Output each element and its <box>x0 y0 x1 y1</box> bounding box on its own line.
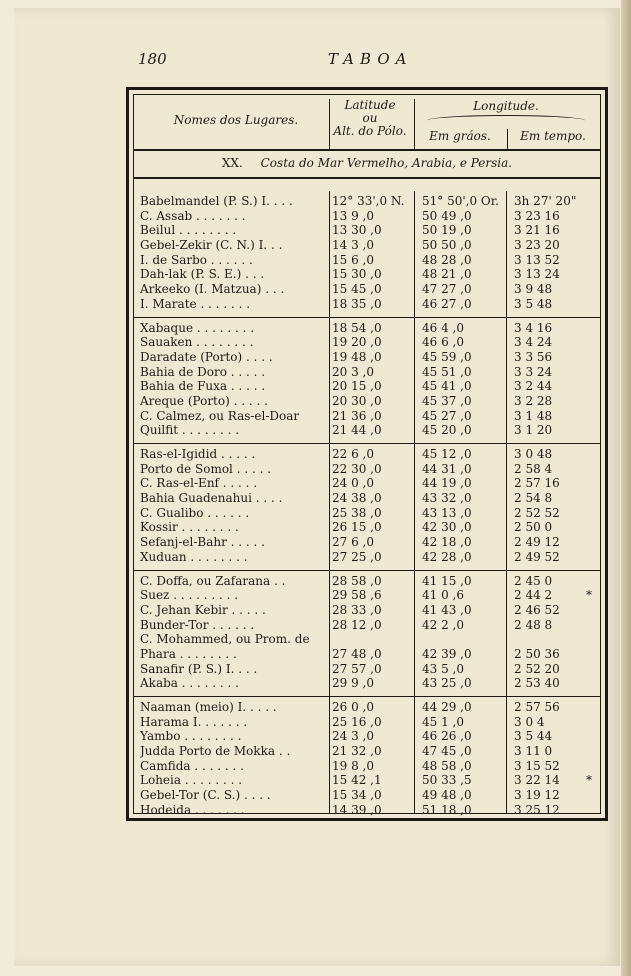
note-mark: * <box>586 588 592 603</box>
longitude-time-cell: 2 54 8 <box>514 491 553 506</box>
longitude-degrees-cell: 44 31 ,0 <box>422 461 472 476</box>
longitude-time-cell: 2 57 16 <box>514 476 560 491</box>
longitude-degrees-cell: 42 28 ,0 <box>422 549 472 564</box>
latitude-cell: 28 33 ,0 <box>332 602 382 617</box>
latitude-cell: 29 9 ,0 <box>332 676 374 691</box>
header-latitude <box>329 99 410 149</box>
latitude-cell: 29 58 ,6 <box>332 588 382 603</box>
place-name: Loheia . . . . . . . . <box>140 773 243 788</box>
place-name: Babelmandel (P. S.) I. . . . <box>140 194 293 208</box>
section-number: XX. <box>221 156 243 170</box>
note-mark: * <box>586 773 592 788</box>
longitude-degrees-cell: 43 5 ,0 <box>422 661 464 676</box>
longitude-time-cell: 2 57 56 <box>514 700 560 714</box>
longitude-time-cell: 3 19 12 <box>514 788 560 803</box>
table-row <box>134 209 600 224</box>
table-row <box>134 729 600 744</box>
table-group <box>134 571 600 698</box>
longitude-time-cell: 3 3 56 <box>514 349 553 364</box>
longitude-degrees-cell: 41 0 ,6 <box>422 588 464 603</box>
longitude-time-cell: 2 49 52 <box>514 549 560 564</box>
place-name: C. Jehan Kebir . . . . . <box>140 602 266 617</box>
table-row <box>134 744 600 759</box>
latitude-cell: 27 6 ,0 <box>332 535 374 550</box>
page-number: 180 <box>138 50 167 68</box>
place-name: Gebel-Zekir (C. N.) I. . . <box>140 238 283 253</box>
table-row <box>134 803 600 818</box>
latitude-cell: 25 16 ,0 <box>332 714 382 729</box>
latitude-cell: 21 44 ,0 <box>332 423 382 438</box>
longitude-time-cell: 3 1 20 <box>514 423 553 438</box>
place-name: Quilfit . . . . . . . . <box>140 423 240 438</box>
latitude-cell: 13 9 ,0 <box>332 208 374 223</box>
longitude-degrees-cell: 45 37 ,0 <box>422 393 472 408</box>
latitude-cell: 20 30 ,0 <box>332 393 382 408</box>
table-row <box>134 238 600 253</box>
place-name: Arkeeko (I. Matzua) . . . <box>140 282 285 297</box>
longitude-degrees-cell: 50 50 ,0 <box>422 238 472 253</box>
longitude-time-cell: 3 0 4 <box>514 714 545 729</box>
header-lat-line2: ou <box>362 111 378 125</box>
latitude-cell: 19 20 ,0 <box>332 335 382 350</box>
longitude-degrees-cell: 43 13 ,0 <box>422 505 472 520</box>
table-row <box>134 700 600 715</box>
table-group <box>134 191 600 318</box>
longitude-time-cell: 2 52 52 <box>514 505 560 520</box>
longitude-degrees-cell: 49 48 ,0 <box>422 788 472 803</box>
table-row <box>134 520 600 535</box>
longitude-time-cell: 3 5 48 <box>514 296 553 311</box>
longitude-degrees-cell: 50 33 ,5 <box>422 773 472 788</box>
table-row <box>134 223 600 238</box>
place-name: Camfida . . . . . . . <box>140 758 244 773</box>
latitude-cell: 27 48 ,0 <box>332 646 382 661</box>
longitude-degrees-cell: 45 59 ,0 <box>422 349 472 364</box>
table-group <box>134 444 600 571</box>
longitude-time-cell: 3h 27' 20" <box>514 194 577 208</box>
latitude-cell: 22 6 ,0 <box>332 447 374 461</box>
longitude-time-cell: 3 4 24 <box>514 335 553 350</box>
longitude-degrees-cell: 45 12 ,0 <box>422 447 472 461</box>
place-name: Gebel-Tor (C. S.) . . . . <box>140 788 271 803</box>
header-lat-line1: Latitude <box>344 98 396 112</box>
table-row <box>134 447 600 462</box>
longitude-time-cell: 2 53 40 <box>514 676 560 691</box>
longitude-time-cell: 3 23 16 <box>514 208 560 223</box>
latitude-cell: 15 42 ,1 <box>332 773 382 788</box>
longitude-degrees-cell: 48 58 ,0 <box>422 758 472 773</box>
place-name: Yambo . . . . . . . . <box>140 729 242 744</box>
longitude-degrees-cell: 42 18 ,0 <box>422 535 472 550</box>
table-group <box>134 318 600 445</box>
place-name: Bahia de Doro . . . . . <box>140 364 266 379</box>
longitude-time-cell: 3 2 28 <box>514 393 553 408</box>
table-row <box>134 267 600 282</box>
header-longitude <box>414 99 597 149</box>
table-row <box>134 676 600 691</box>
longitude-degrees-cell: 46 26 ,0 <box>422 729 472 744</box>
column-header <box>134 95 600 151</box>
place-name: Xabaque . . . . . . . . <box>140 320 255 335</box>
longitude-time-cell: 2 50 36 <box>514 646 560 661</box>
latitude-cell: 18 35 ,0 <box>332 296 382 311</box>
place-name: Naaman (meio) I. . . . . <box>140 700 277 714</box>
table-row <box>134 647 600 662</box>
table-row <box>134 297 600 312</box>
place-name: Porto de Somol . . . . . <box>140 461 272 476</box>
book-spine <box>621 0 631 976</box>
longitude-time-cell: 3 0 48 <box>514 447 553 461</box>
longitude-degrees-cell: 45 41 ,0 <box>422 379 472 394</box>
longitude-degrees-cell: 45 20 ,0 <box>422 423 472 438</box>
table-row <box>134 588 600 603</box>
place-name: Sefanj-el-Bahr . . . . . <box>140 535 265 550</box>
place-name: Areque (Porto) . . . . . <box>140 393 268 408</box>
place-name: Akaba . . . . . . . . <box>140 676 239 691</box>
longitude-degrees-cell: 45 51 ,0 <box>422 364 472 379</box>
longitude-degrees-cell: 48 21 ,0 <box>422 267 472 282</box>
place-name: Hodeida . . . . . . . <box>140 802 245 817</box>
page-title: TABOA <box>328 50 413 68</box>
place-name: I. Marate . . . . . . . <box>140 296 251 311</box>
longitude-time-cell: 3 1 48 <box>514 408 553 423</box>
latitude-cell: 14 3 ,0 <box>332 238 374 253</box>
table-row <box>134 282 600 297</box>
longitude-time-cell: 3 25 12 <box>514 802 560 817</box>
table-row <box>134 423 600 438</box>
header-names: Nomes dos Lugares. <box>173 113 299 127</box>
table-row <box>134 194 600 209</box>
place-name: C. Ras-el-Enf . . . . . <box>140 476 258 491</box>
table-row <box>134 773 600 788</box>
place-name: I. de Sarbo . . . . . . <box>140 252 253 267</box>
longitude-degrees-cell: 50 19 ,0 <box>422 223 472 238</box>
longitude-degrees-cell: 42 30 ,0 <box>422 520 472 535</box>
table-row <box>134 253 600 268</box>
place-name: Sanafir (P. S.) I. . . . <box>140 661 258 676</box>
place-name: Beilul . . . . . . . . <box>140 223 237 238</box>
longitude-time-cell: 3 13 24 <box>514 267 560 282</box>
header-long-time: Em tempo. <box>507 129 598 149</box>
longitude-degrees-cell: 45 27 ,0 <box>422 408 472 423</box>
latitude-cell: 22 30 ,0 <box>332 461 382 476</box>
longitude-time-cell: 2 50 0 <box>514 520 553 535</box>
latitude-cell: 21 36 ,0 <box>332 408 382 423</box>
table-group <box>134 697 600 823</box>
longitude-degrees-cell: 42 39 ,0 <box>422 646 472 661</box>
longitude-time-cell: 2 44 2 <box>514 588 553 603</box>
place-name: C. Gualibo . . . . . . <box>140 505 250 520</box>
table-row <box>134 379 600 394</box>
header-lat-line3: Alt. do Pólo. <box>333 124 407 138</box>
header-long-degrees: Em gráos. <box>429 129 491 143</box>
table-row <box>134 506 600 521</box>
table-row <box>134 574 600 589</box>
longitude-degrees-cell: 43 25 ,0 <box>422 676 472 691</box>
longitude-time-cell: 2 52 20 <box>514 661 560 676</box>
place-name: C. Doffa, ou Zafarana . . <box>140 573 286 588</box>
latitude-cell: 27 57 ,0 <box>332 661 382 676</box>
latitude-cell: 25 38 ,0 <box>332 505 382 520</box>
longitude-degrees-cell: 50 49 ,0 <box>422 208 472 223</box>
latitude-cell: 24 38 ,0 <box>332 491 382 506</box>
place-name: Bunder-Tor . . . . . . <box>140 617 255 632</box>
place-name: Bahia de Fuxa . . . . . <box>140 379 266 394</box>
longitude-degrees-cell: 46 27 ,0 <box>422 296 472 311</box>
longitude-degrees-cell: 47 27 ,0 <box>422 282 472 297</box>
longitude-degrees-cell: 45 1 ,0 <box>422 714 464 729</box>
table-row <box>134 632 600 647</box>
latitude-cell: 15 45 ,0 <box>332 282 382 297</box>
latitude-cell: 15 34 ,0 <box>332 788 382 803</box>
latitude-cell: 28 58 ,0 <box>332 573 382 588</box>
table-row <box>134 788 600 803</box>
longitude-time-cell: 2 45 0 <box>514 573 553 588</box>
table-row <box>134 462 600 477</box>
place-name: C. Mohammed, ou Prom. de <box>140 632 310 647</box>
place-name: Harama I. . . . . . . <box>140 714 248 729</box>
latitude-cell: 26 0 ,0 <box>332 700 374 714</box>
table-row <box>134 394 600 409</box>
latitude-cell: 13 30 ,0 <box>332 223 382 238</box>
places-table <box>134 191 600 823</box>
table-row <box>134 409 600 424</box>
place-name: Judda Porto de Mokka . . <box>140 744 291 759</box>
latitude-cell: 28 12 ,0 <box>332 617 382 632</box>
place-name: Dah-lak (P. S. E.) . . . <box>140 267 265 282</box>
longitude-time-cell: 3 13 52 <box>514 252 560 267</box>
longitude-time-cell: 3 15 52 <box>514 758 560 773</box>
table-row <box>134 603 600 618</box>
place-name: Phara . . . . . . . . <box>140 646 237 661</box>
place-name: Xuduan . . . . . . . . <box>140 549 248 564</box>
longitude-time-cell: 3 22 14 <box>514 773 560 788</box>
place-name: Bahia Guadenahui . . . . <box>140 491 283 506</box>
latitude-cell: 24 0 ,0 <box>332 476 374 491</box>
table-row <box>134 550 600 565</box>
latitude-cell: 20 3 ,0 <box>332 364 374 379</box>
latitude-cell: 14 39 ,0 <box>332 802 382 817</box>
section-title: Costa do Mar Vermelho, Arabia, e Persia. <box>260 156 513 170</box>
longitude-time-cell: 3 4 16 <box>514 320 553 335</box>
longitude-time-cell: 3 3 24 <box>514 364 553 379</box>
longitude-degrees-cell: 51° 50',0 Or. <box>422 194 499 208</box>
place-name: Ras-el-Igidid . . . . . <box>140 447 256 461</box>
latitude-cell: 21 32 ,0 <box>332 744 382 759</box>
longitude-degrees-cell: 46 6 ,0 <box>422 335 464 350</box>
table-frame <box>126 87 608 821</box>
table-row <box>134 321 600 336</box>
table-row <box>134 335 600 350</box>
longitude-time-cell: 2 58 4 <box>514 461 553 476</box>
section-heading <box>134 151 600 179</box>
brace-icon <box>427 115 585 126</box>
table-row <box>134 618 600 633</box>
latitude-cell: 18 54 ,0 <box>332 320 382 335</box>
place-name: Daradate (Porto) . . . . <box>140 349 273 364</box>
latitude-cell: 19 48 ,0 <box>332 349 382 364</box>
latitude-cell: 15 30 ,0 <box>332 267 382 282</box>
longitude-time-cell: 2 46 52 <box>514 602 560 617</box>
latitude-cell: 19 8 ,0 <box>332 758 374 773</box>
longitude-degrees-cell: 44 29 ,0 <box>422 700 472 714</box>
place-name: Sauaken . . . . . . . . <box>140 335 254 350</box>
longitude-degrees-cell: 42 2 ,0 <box>422 617 464 632</box>
table-row <box>134 476 600 491</box>
header-longitude-label: Longitude. <box>473 99 539 113</box>
longitude-degrees-cell: 41 15 ,0 <box>422 573 472 588</box>
longitude-time-cell: 2 48 8 <box>514 617 553 632</box>
table-row <box>134 662 600 677</box>
longitude-time-cell: 3 21 16 <box>514 223 560 238</box>
table-row <box>134 350 600 365</box>
place-name: Suez . . . . . . . . . <box>140 588 239 603</box>
table-row <box>134 715 600 730</box>
latitude-cell: 15 6 ,0 <box>332 252 374 267</box>
longitude-degrees-cell: 48 28 ,0 <box>422 252 472 267</box>
place-name: C. Calmez, ou Ras-el-Doar <box>140 408 300 423</box>
longitude-time-cell: 3 23 20 <box>514 238 560 253</box>
place-name: Kossir . . . . . . . . <box>140 520 239 535</box>
longitude-time-cell: 3 9 48 <box>514 282 553 297</box>
longitude-time-cell: 3 5 44 <box>514 729 553 744</box>
table-row <box>134 365 600 380</box>
table-row <box>134 759 600 774</box>
longitude-degrees-cell: 44 19 ,0 <box>422 476 472 491</box>
latitude-cell: 12° 33',0 N. <box>332 194 405 208</box>
latitude-cell: 24 3 ,0 <box>332 729 374 744</box>
longitude-degrees-cell: 46 4 ,0 <box>422 320 464 335</box>
longitude-degrees-cell: 41 43 ,0 <box>422 602 472 617</box>
latitude-cell: 27 25 ,0 <box>332 549 382 564</box>
longitude-time-cell: 3 11 0 <box>514 744 553 759</box>
longitude-time-cell: 3 2 44 <box>514 379 553 394</box>
table-row <box>134 491 600 506</box>
longitude-degrees-cell: 51 18 ,0 <box>422 802 472 817</box>
table-inner <box>133 94 601 817</box>
longitude-degrees-cell: 43 32 ,0 <box>422 491 472 506</box>
table-row <box>134 535 600 550</box>
longitude-time-cell: 2 49 12 <box>514 535 560 550</box>
latitude-cell: 26 15 ,0 <box>332 520 382 535</box>
page-header <box>138 50 608 70</box>
latitude-cell: 20 15 ,0 <box>332 379 382 394</box>
longitude-degrees-cell: 47 45 ,0 <box>422 744 472 759</box>
place-name: C. Assab . . . . . . . <box>140 208 246 223</box>
